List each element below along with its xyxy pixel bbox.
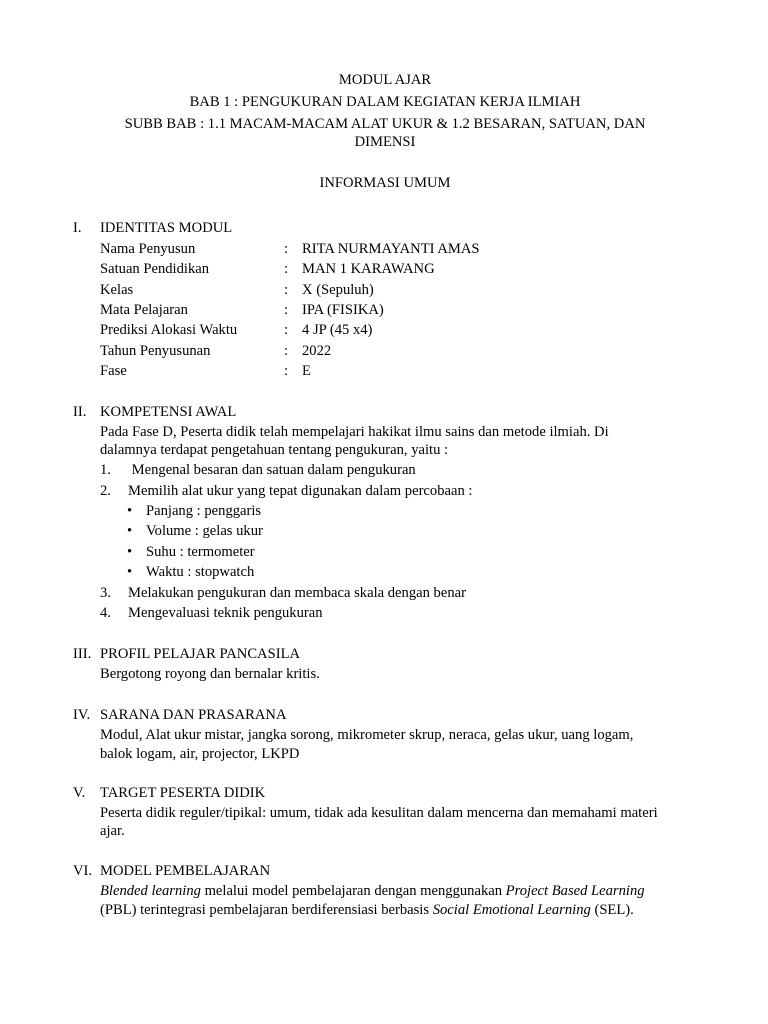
list-number: 4. bbox=[100, 605, 111, 621]
identity-value: MAN 1 KARAWANG bbox=[302, 261, 435, 277]
section-title: MODEL PEMBELAJARAN bbox=[100, 863, 271, 879]
subchapter-title-line1: SUBB BAB : 1.1 MACAM-MACAM ALAT UKUR & 1.2 BESARAN, SATUAN, DAN bbox=[124, 116, 646, 132]
identity-colon: : bbox=[284, 241, 289, 257]
identity-label: Fase bbox=[100, 363, 127, 379]
identity-value: IPA (FISIKA) bbox=[302, 302, 384, 318]
section-number: IV. bbox=[73, 707, 91, 723]
identity-value: 2022 bbox=[302, 343, 332, 359]
bullet-text: Volume : gelas ukur bbox=[146, 523, 263, 539]
target-text-line2: ajar. bbox=[100, 823, 125, 839]
sarana-text-line2: balok logam, air, projector, LKPD bbox=[100, 746, 300, 762]
list-number: 1. bbox=[100, 462, 111, 478]
chapter-title: BAB 1 : PENGUKURAN DALAM KEGIATAN KERJA ILMIAH bbox=[189, 94, 581, 110]
list-text: Melakukan pengukuran dan membaca skala dengan benar bbox=[128, 585, 466, 601]
bullet-icon: • bbox=[127, 544, 133, 560]
section-title: IDENTITAS MODUL bbox=[100, 220, 233, 236]
identity-label: Nama Penyusun bbox=[100, 241, 196, 257]
model-text-line1 bbox=[100, 881, 645, 901]
identity-colon: : bbox=[284, 282, 289, 298]
list-number: 3. bbox=[100, 585, 111, 601]
kompetensi-paragraph-line2: dalamnya terdapat pengetahuan tentang pengukuran, yaitu : bbox=[100, 442, 449, 458]
identity-colon: : bbox=[284, 363, 289, 379]
list-number: 2. bbox=[100, 483, 111, 499]
identity-label: Mata Pelajaran bbox=[100, 302, 188, 318]
section-title: PROFIL PELAJAR PANCASILA bbox=[100, 646, 301, 662]
identity-label: Prediksi Alokasi Waktu bbox=[100, 322, 238, 338]
model-text: (SEL). bbox=[590, 902, 634, 918]
model-text: melalui model pembelajaran dengan menggunakan bbox=[200, 883, 506, 899]
bullet-text: Waktu : stopwatch bbox=[146, 564, 255, 580]
module-title: MODUL AJAR bbox=[338, 72, 432, 88]
identity-value: E bbox=[302, 363, 311, 379]
section-number: VI. bbox=[73, 863, 93, 879]
identity-label: Satuan Pendidikan bbox=[100, 261, 210, 277]
model-term-pbl: Project Based Learning bbox=[505, 883, 645, 899]
section-title: KOMPETENSI AWAL bbox=[100, 404, 237, 420]
sarana-text-line1: Modul, Alat ukur mistar, jangka sorong, mikrometer skrup, neraca, gelas ukur, uang logam, bbox=[100, 727, 634, 743]
identity-label: Kelas bbox=[100, 282, 134, 298]
section-number: II. bbox=[73, 404, 87, 420]
kompetensi-paragraph-line1: Pada Fase D, Peserta didik telah mempelajari hakikat ilmu sains dan metode ilmiah. Di bbox=[100, 424, 609, 440]
section-number: III. bbox=[73, 646, 92, 662]
model-term-sel: Social Emotional Learning bbox=[432, 902, 591, 918]
identity-value: X (Sepuluh) bbox=[302, 282, 374, 298]
identity-colon: : bbox=[284, 343, 289, 359]
list-text: Memilih alat ukur yang tepat digunakan dalam percobaan : bbox=[128, 483, 473, 499]
general-info-heading: INFORMASI UMUM bbox=[319, 175, 451, 191]
subchapter-title-line2: DIMENSI bbox=[354, 134, 416, 150]
bullet-icon: • bbox=[127, 503, 133, 519]
bullet-text: Panjang : penggaris bbox=[146, 503, 262, 519]
identity-value: 4 JP (45 x4) bbox=[302, 322, 373, 338]
document-header bbox=[100, 70, 670, 152]
identity-colon: : bbox=[284, 322, 289, 338]
list-text: Mengenal besaran dan satuan dalam pengukuran bbox=[128, 462, 416, 478]
model-term-blended: Blended learning bbox=[100, 883, 201, 899]
bullet-text: Suhu : termometer bbox=[146, 544, 255, 560]
section-title: TARGET PESERTA DIDIK bbox=[100, 785, 266, 801]
section-number: V. bbox=[73, 785, 86, 801]
section-title: SARANA DAN PRASARANA bbox=[100, 707, 287, 723]
target-text-line1: Peserta didik reguler/tipikal: umum, tidak ada kesulitan dalam mencerna dan memahami materi bbox=[100, 805, 658, 821]
bullet-icon: • bbox=[127, 523, 133, 539]
section-number: I. bbox=[73, 220, 82, 236]
list-text: Mengevaluasi teknik pengukuran bbox=[128, 605, 323, 621]
identity-colon: : bbox=[284, 302, 289, 318]
identity-value: RITA NURMAYANTI AMAS bbox=[302, 241, 480, 257]
identity-colon: : bbox=[284, 261, 289, 277]
bullet-icon: • bbox=[127, 564, 133, 580]
identity-label: Tahun Penyusunan bbox=[100, 343, 211, 359]
profil-text: Bergotong royong dan bernalar kritis. bbox=[100, 666, 320, 682]
model-text: (PBL) terintegrasi pembelajaran berdiferensiasi berbasis bbox=[100, 902, 433, 918]
model-text-line2 bbox=[100, 900, 634, 920]
